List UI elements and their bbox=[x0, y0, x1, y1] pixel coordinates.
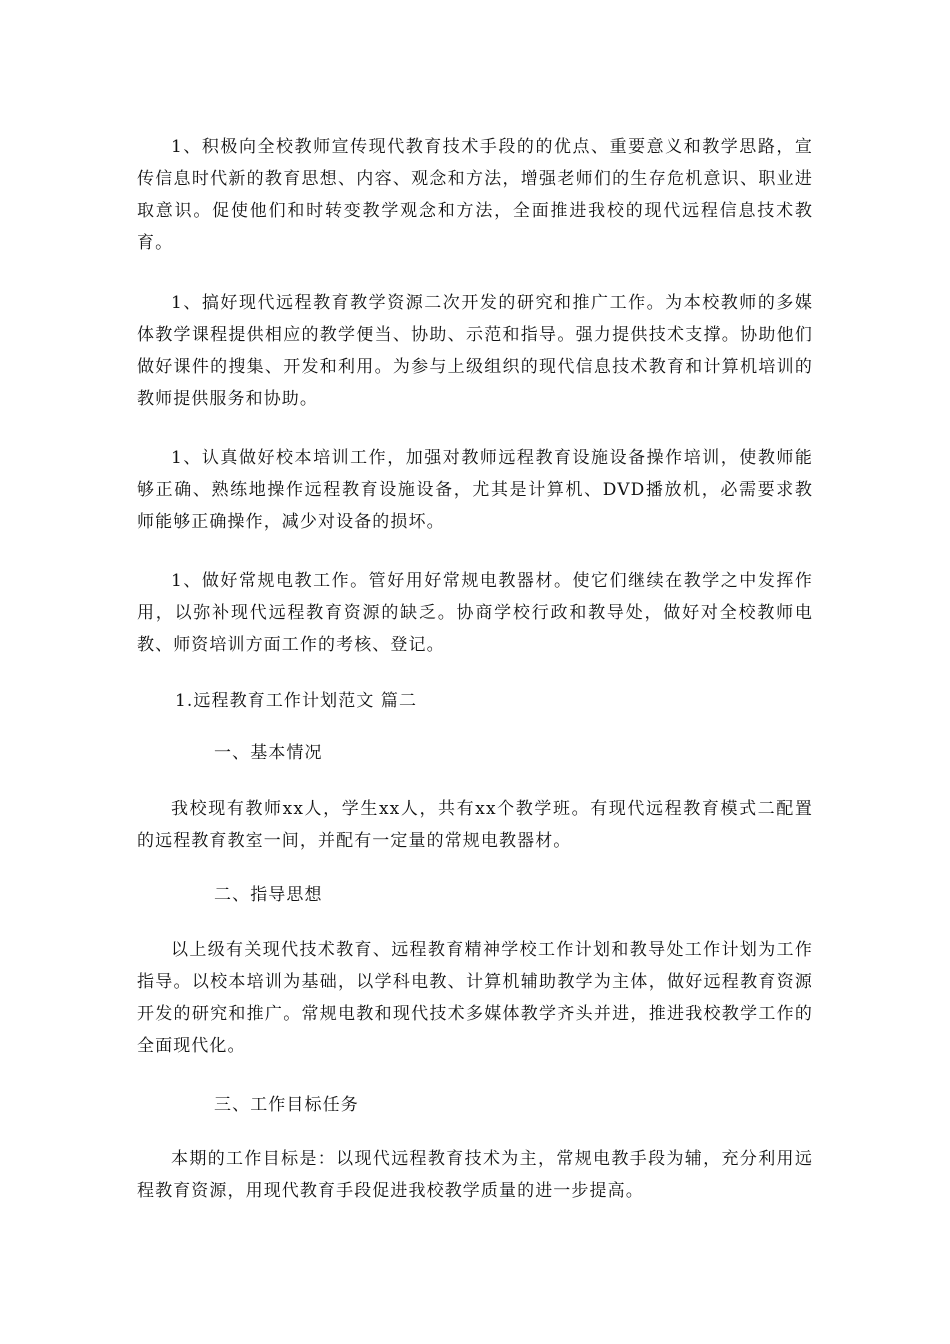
paragraph-guiding-thought: 以上级有关现代技术教育、远程教育精神学校工作计划和教导处工作计划为工作指导。以校本培训为基础，以学科电教、计算机辅助教学为主体，做好远程教育资源开发的研究和推广。常规电教和现代技术多媒体教学齐头并进，推进我校教学工作的全面现代化。 bbox=[137, 940, 813, 1056]
heading-basic-situation: 一、基本情况 bbox=[214, 743, 323, 763]
paragraph-routine-av-work: 1、做好常规电教工作。管好用好常规电教器材。使它们继续在教学之中发挥作用，以弥补现代远程教育资源的缺乏。协商学校行政和教导处，做好对全校教师电教、师资培训方面工作的考核、登记。 bbox=[137, 571, 813, 655]
section-title: 1.远程教育工作计划范文 篇二 bbox=[175, 691, 418, 711]
paragraph-resource-development: 1、搞好现代远程教育教学资源二次开发的研究和推广工作。为本校教师的多媒体教学课程提供相应的教学便当、协助、示范和指导。强力提供技术支撑。协助他们做好课件的搜集、开发和利用。为参与上级组织的现代信息技术教育和计算机培训的教师提供服务和协助。 bbox=[137, 293, 813, 409]
heading-guiding-thought: 二、指导思想 bbox=[214, 885, 323, 905]
paragraph-promote-modern-education: 1、积极向全校教师宣传现代教育技术手段的的优点、重要意义和教学思路，宣传信息时代新的教育思想、内容、观念和方法，增强老师们的生存危机意识、职业进取意识。促使他们和时转变教学观念和方法，全面推进我校的现代远程信息技术教育。 bbox=[137, 137, 813, 253]
paragraph-work-goals: 本期的工作目标是：以现代远程教育技术为主，常规电教手段为辅，充分利用远程教育资源，用现代教育手段促进我校教学质量的进一步提高。 bbox=[137, 1149, 813, 1201]
heading-work-goals: 三、工作目标任务 bbox=[214, 1095, 359, 1115]
paragraph-basic-situation: 我校现有教师xx人，学生xx人，共有xx个教学班。有现代远程教育模式二配置的远程教育教室一间，并配有一定量的常规电教器材。 bbox=[137, 799, 813, 851]
paragraph-school-training: 1、认真做好校本培训工作，加强对教师远程教育设施设备操作培训，使教师能够正确、熟练地操作远程教育设施设备，尤其是计算机、DVD播放机，必需要求教师能够正确操作，减少对设备的损坏。 bbox=[137, 448, 813, 532]
